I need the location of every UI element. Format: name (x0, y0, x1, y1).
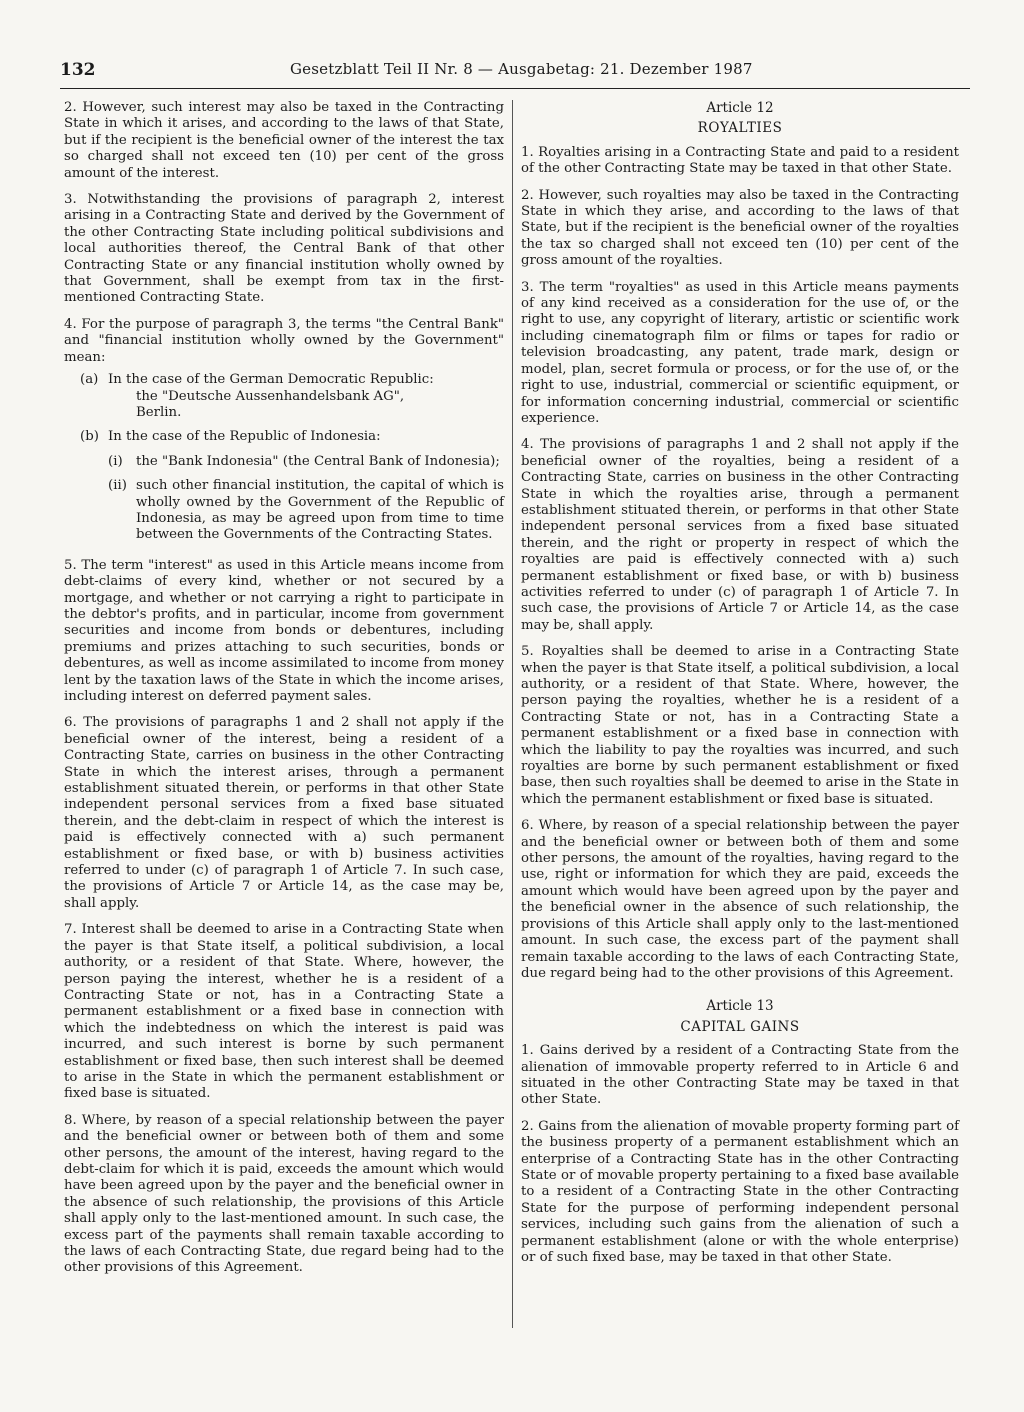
article-13-heading: Article 13 (706, 998, 774, 1015)
list-item-i (108, 454, 504, 470)
paragraph-royalties-2: 2. However, such royalties may also be taxed in the Contracting State in which they arise, and according to the laws of that State, but if the recipient is the beneficial owner of the royalties the tax so charged shall not exceed ten (10) per cent of the gross amount of the royalties. (521, 187, 959, 269)
list-item-ii (108, 478, 504, 544)
list-text-b: In the case of the Republic of Indonesia: (108, 429, 381, 445)
header-title: Gesetzblatt Teil II Nr. 8 — Ausgabetag: 21. Dezember 1987 (290, 60, 753, 78)
paragraph-interest-7: 7. Interest shall be deemed to arise in a Contracting State when the payer is that State itself, a political subdivision, a local authority, or a resident of that State. Where, however, the person paying the interest, whether he is a resident of a Contracting State or not, has in a Contracting State a permanent establishment or a fixed base in connection with which the indebtedness on which the interest is paid was incurred, and such interest is borne by such permanent establishment or fixed base, then such interest shall be deemed to arise in the State in which the permanent establishment or fixed base is situated. (64, 922, 504, 1102)
paragraph-royalties-5: 5. Royalties shall be deemed to arise in a Contracting State when the payer is that State itself, a political subdivision, a local authority, or a resident of that State. Where, however, the person paying the royalties, whether he is a resident of a Contracting State or not, has in a Contracting State a permanent establishment or a fixed base in connection with which the liability to pay the royalties was incurred, and such royalties are borne by such permanent establishment or fixed base, then such royalties shall be deemed to arise in the State in which the permanent establishment or fixed base is situated. (521, 644, 959, 807)
paragraph-interest-6: 6. The provisions of paragraphs 1 and 2 shall not apply if the beneficial owner of the interest, being a resident of a Contracting State, carries on business in the other Contracting State in which the interest arises, through a permanent establishment situated therein, or performs in that other State independent personal services from a fixed base situated therein, and the debt-claim in respect of which the interest is paid is effectively connected with a) such permanent establishment or fixed base, or with b) business activities referred to under (c) of paragraph 1 of Article 7. In such case, the provisions of Article 7 or Article 14, as the case may be, shall apply. (64, 715, 504, 911)
list-tag-i: (i) (108, 453, 123, 469)
right-column (521, 100, 959, 1276)
paragraph-capital-gains-2: 2. Gains from the alienation of movable property forming part of the business property of a permanent establishment which an enterprise of a Contracting State has in the other Contracting State or of movable property pertaining to a fixed base available to a resident of a Contracting State in the other Contracting State for the purpose of performing independent personal services, including such gains from the alienation of such a permanent establishment (alone or with the whole enterprise) or of such fixed base, may be taxed in that other State. (521, 1118, 959, 1265)
paragraph-interest-4: 4. For the purpose of paragraph 3, the terms "the Central Bank" and "financial institution wholly owned by the Government" mean: (64, 316, 504, 365)
list-sub-a-1: the "Deutsche Aussenhandelsbank AG", (136, 388, 405, 404)
list-text-i: the "Bank Indonesia" (the Central Bank of Indonesia); (136, 453, 500, 469)
left-column (64, 100, 504, 1287)
article-13-title: CAPITAL GAINS (680, 1018, 800, 1035)
list-item-a (80, 372, 504, 421)
list-item-b (80, 429, 504, 445)
paragraph-interest-2: 2. However, such interest may also be taxed in the Contracting State in which it arises, and according to the laws of that State, but if the recipient is the beneficial owner of the interest the tax so charged shall not exceed ten (10) per cent of the gross amount of the interest. (64, 100, 504, 181)
list-sub-a-2: Berlin. (136, 404, 182, 420)
paragraph-interest-8: 8. Where, by reason of a special relationship between the payer and the beneficial owner or between both of them and some other persons, the amount of the interest, having regard to the debt-claim for which it is paid, exceeds the amount which would have been agreed upon by the payer and the beneficial owner in the absence of such relationship, the provisions of this Article shall apply only to the last-mentioned amount. In such case, the excess part of the payments shall remain taxable according to the laws of each Contracting State, due regard being had to the other provisions of this Agreement. (64, 1112, 504, 1276)
list-text-ii: such other financial institution, the capital of which is wholly owned by the Government of the Republic of Indonesia, as may be agreed upon from time to time between the Governments of the Contracting States. (136, 478, 504, 543)
paragraph-royalties-1: 1. Royalties arising in a Contracting State and paid to a resident of the other Contracting State may be taxed in that other State. (521, 144, 959, 177)
paragraph-interest-3: 3. Notwithstanding the provisions of paragraph 2, interest arising in a Contracting State and derived by the Government of the other Contracting State including political subdivisions and local authorities thereof, the Central Bank of that other Contracting State or any financial institution wholly owned by that Government, shall be exempt from tax in the first-mentioned Contracting State. (64, 192, 504, 306)
list-tag-ii: (ii) (108, 478, 127, 494)
list-tag-a: (a) (80, 372, 99, 388)
page-header (60, 58, 970, 89)
paragraph-interest-5: 5. The term "interest" as used in this Article means income from debt-claims of every kind, whether or not secured by a mortgage, and whether or not carrying a right to participate in the debtor's profits, and in particular, income from government securities and income from bonds or debentures, including premiums and prizes attaching to such securities, bonds or debentures, as well as income assimilated to income from money lent by the taxation laws of the State in which the income arises, including interest on deferred payment sales. (64, 557, 504, 704)
column-divider (512, 100, 513, 1328)
paragraph-royalties-4: 4. The provisions of paragraphs 1 and 2 shall not apply if the beneficial owner of the royalties, being a resident of a Contracting State, carries on business in the other Contracting State in which the royalties arise, through a permanent establishment stituated therein, or performs in that other State independent personal services from a fixed base situated therein, and the right or property in respect of which the royalties are paid is effectively connected with a) such permanent establishment or fixed base, or with b) business activities referred to under (c) of paragraph 1 of Article 7. In such case, the provisions of Article 7 or Article 14, as the case may be, shall apply. (521, 437, 959, 633)
article-12-title: ROYALTIES (697, 120, 783, 137)
paragraph-royalties-6: 6. Where, by reason of a special relationship between the payer and the beneficial owner or between both of them and some other persons, the amount of the royalties, having regard to the use, right or information for which they are paid, exceeds the amount which would have been agreed upon by the payer and the beneficial owner in the absence of such relationship, the provisions of this Article shall apply only to the last-mentioned amount. In such case, the excess part of the payment shall remain taxable according to the laws of each Contracting State, due regard being had to the other provisions of this Agreement. (521, 818, 959, 981)
list-text-a: In the case of the German Democratic Republic: (108, 372, 434, 388)
article-12-heading: Article 12 (706, 100, 774, 116)
list-tag-b: (b) (80, 429, 99, 445)
paragraph-royalties-3: 3. The term "royalties" as used in this Article means payments of any kind received as a consideration for the use of, or the right to use, any copyright of literary, artistic or scientific work including cinematograph film or films or tapes for radio or television broadcasting, any patent, trade mark, design or model, plan, secret formula or process, or for the use of, or the right to use, industrial, commercial or scientific equipment, or for information concerning industrial, commercial or scientific experience. (521, 279, 959, 426)
page-number: 132 (60, 60, 96, 80)
paragraph-capital-gains-1: 1. Gains derived by a resident of a Contracting State from the alienation of immovable property referred to in Article 6 and situated in the other Contracting State may be taxed in that other State. (521, 1043, 959, 1108)
